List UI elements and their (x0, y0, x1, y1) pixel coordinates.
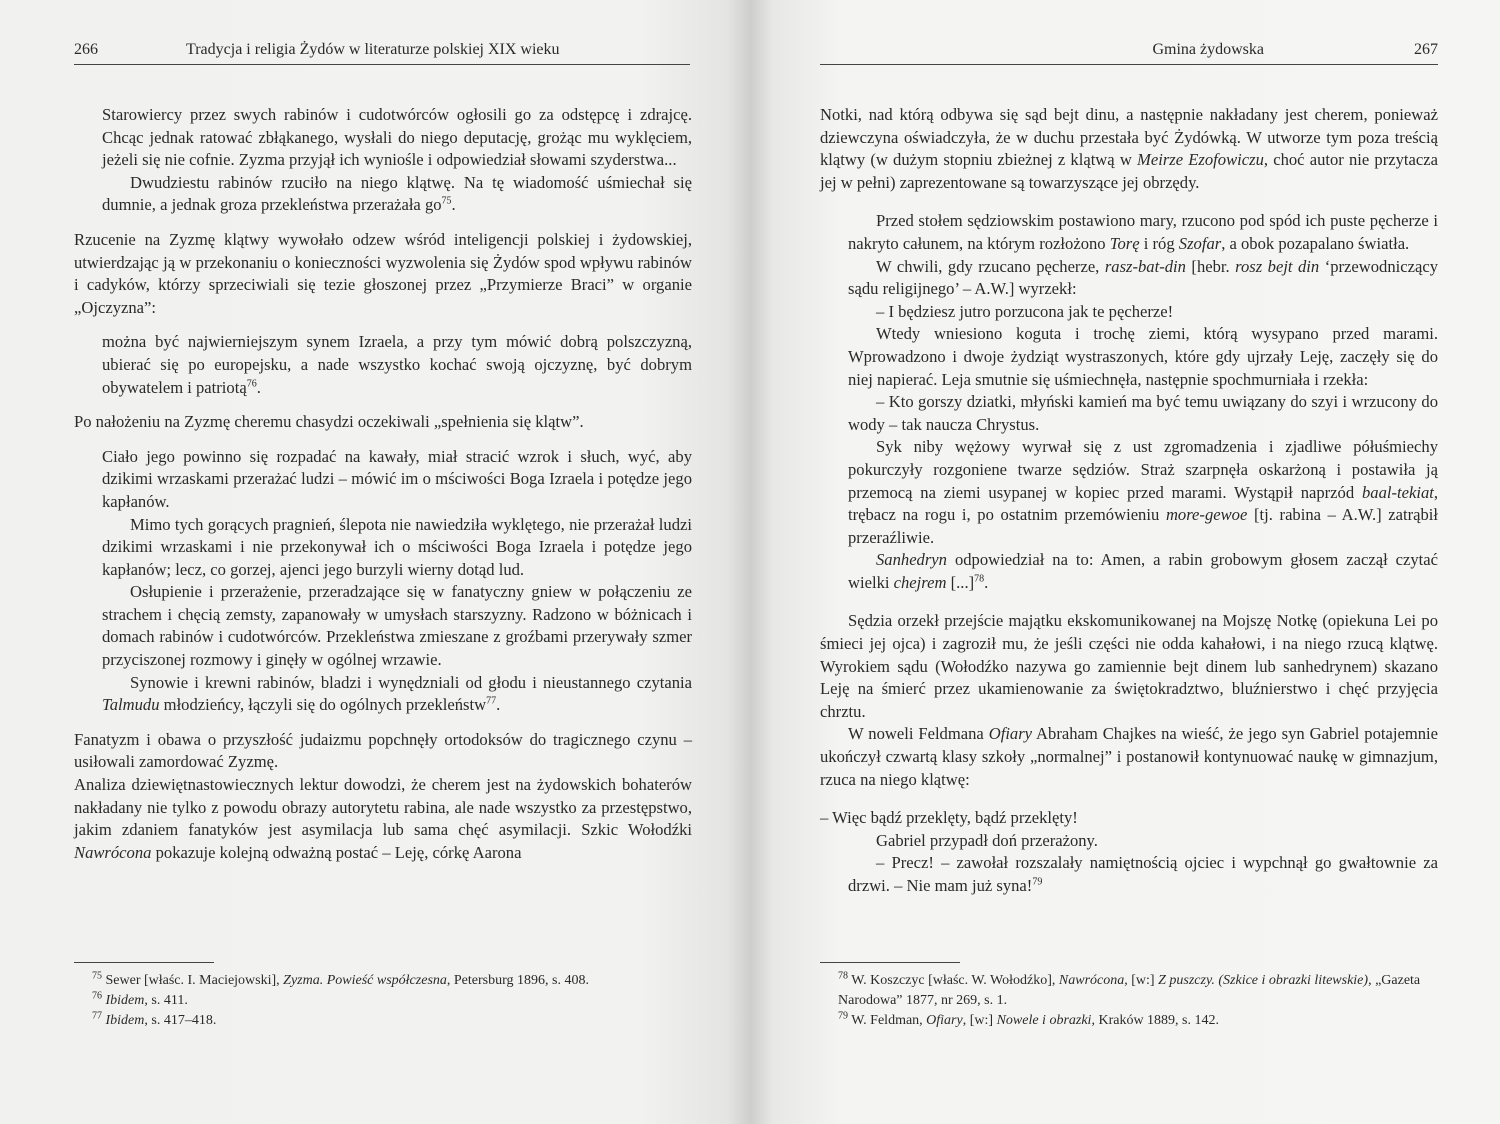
body-paragraph: Analiza dziewiętnastowiecznych lektur dowodzi, że cherem jest na żydowskich bohaterów nakładany nie tylko z powodu obrazy autorytetu rabina, ale nade wszystko za przestępstwo, jakim zdaniem fanatyków jest asymilacja lub sama chęć asymilacji. Szkic Wołodźki Nawrócona pokazuje kolejną odważną postać – Leję, córkę Aarona (74, 775, 692, 862)
running-title: Tradycja i religia Żydów w literaturze polskiej XIX wieku (186, 41, 560, 58)
body-paragraph: Po nałożeniu na Zyzmę cheremu chasydzi oczekiwali „spełnienia się klątw”. (74, 412, 584, 432)
body-paragraph: Notki, nad którą odbywa się sąd bejt dinu, a następnie nakładany jest cherem, ponieważ dziewczyna oświadczyła, że w duchu przestała być Żydówką. W utworze tym poza treścią klątwy (w dużym stopniu zbieżnej z klątwą w Meirze Ezofowiczu, choć autor nie przytacza jej w pełni) zaprezentowane są towarzyszące jej obrzędy. (820, 105, 1438, 192)
right-page-body (820, 104, 1438, 898)
running-title: Gmina żydowska (1152, 41, 1264, 58)
block-quote (74, 104, 692, 217)
quote-paragraph: Osłupienie i przerażenie, przeradzające się w fanatyczny gniew w połączeniu ze strachem i chęcią zemsty, zapanowały w umysłach starszyzny. Radzono w bóżnicach i domach rabinów i cudotwórców. Przekleństwa zmieszane z groźbami przerywały szmer przyciszonej rozmowy i ginęły w ogólnej wrzawie. (102, 582, 692, 670)
quote-paragraph: Syk niby wężowy wyrwał się z ust zgromadzenia i zjadliwe półuśmiechy pokurczyły rozgoniene twarze sędziów. Straż szarpnęła oskarżoną i postawiła ją przemocą na ziemi usypanej w kopiec przed marami. Wystąpił naprzód baal-tekiat, trębacz na rogu i, po ostatnim przemówieniu more-gewoe [tj. rabina – A.W.] zatrąbił przeraźliwie. (848, 437, 1439, 547)
quote-paragraph: – I będziesz jutro porzucona jak te pęcherze! (876, 301, 1174, 321)
quote-paragraph: Sanhedryn odpowiedział na to: Amen, a rabin grobowym głosem zaczął czytać wielki chejrem [...]$^{78}$. (848, 550, 1439, 592)
block-quote (74, 446, 692, 717)
page-number: 266 (74, 41, 98, 58)
quote-paragraph: – Kto gorszy dziatki, młyński kamień ma być temu uwiązany do szyi i wrzucony do wody – tak naucza Chrystus. (848, 392, 1438, 434)
quote-paragraph: Synowie i krewni rabinów, bladzi i wynędzniali od głodu i nieustannego czytania Talmudu młodzieńcy, łączyli się do ogólnych przekleństw$^{77}$. (102, 672, 692, 715)
quote-paragraph: Wtedy wniesiono koguta i trochę ziemi, którą wysypano przed marami. Wprowadzono i dwoje żydziąt wystraszonych, które gdy ujrzały Leję, zaczęły się do niej napierać. Leja smutnie się uśmiechnęła, następnie spochmurniała i rzekła: (848, 324, 1438, 389)
footnotes (820, 962, 1438, 1031)
body-paragraph: Rzucenie na Zyzmę klątwy wywołało odzew wśród inteligencji polskiej i żydowskiej, utwierdzając ją w przekonaniu o konieczności wyzwolenia się Żydów spod wpływu rabinów i cadyków, którzy sprzeciwiali się tezie głoszonej przez „Przymierze Braci” w organie „Ojczyzna”: (74, 229, 692, 317)
quote-paragraph: Dwudziestu rabinów rzuciło na niego klątwę. Na tę wiadomość uśmiechał się dumnie, a jednak groza przekleństwa przerażała $go^{75}$. (102, 172, 692, 215)
footnote-ref[interactable]: 75 (441, 195, 452, 207)
quote-paragraph: Przed stołem sędziowskim postawiono mary, rzucono pod spód ich puste pęcherze i nakryto całunem, na którym rozłożono Torę i róg Szofar, a obok pozapalano światła. (848, 211, 1438, 253)
quote-paragraph: Starowiercy przez swych rabinów i cudotwórców ogłosili go za odstępcę i zdrajcę. Chcąc jednak ratować zbłąkanego, wysłali do niego deputację, grożąc mu wyklęciem, jeżeli się nie cofnie. Zyzma przyjął ich wyniośle i odpowiedział słowami szyderstwa... (102, 105, 692, 170)
body-paragraph: Fanatyzm i obawa o przyszłość judaizmu popchnęły ortodoksów do tragicznego czynu – usiłowali zamordować Zyzmę. (74, 729, 692, 772)
body-paragraph: W noweli Feldmana Ofiary Abraham Chajkes na wieść, że jego syn Gabriel potajemnie ukończył czwartą klasy szkoły „normalnej” i postanowił kontynuować naukę w gimnazjum, rzuca na niego klątwę: (820, 724, 1438, 789)
footnote-ref[interactable]: 76 (246, 378, 257, 389)
footnote: $^{79}$ W. Feldman, Ofiary, [w:] Nowele i obrazki, Kraków 1889, s. 142. (838, 1010, 1219, 1028)
block-quote (820, 807, 1438, 897)
quote-paragraph: W chwili, gdy rzucano pęcherze, rasz-bat-din [hebr. rosz bejt din ‘przewodniczący sądu religijnego’ – A.W.] wyrzekł: (848, 256, 1439, 299)
quote-paragraph: Mimo tych gorących pragnień, ślepota nie nawiedziła wyklętego, nie przerażał ludzi dzikimi wrzaskami i nie przekonywał ich o mściwości Boga Izraela i potędze jego kapłanów; lecz, co gorzej, ajenci jego burzyli wierny dotąd lud. (102, 514, 692, 579)
footnote-divider (820, 962, 960, 963)
footnote: $^{77}$ Ibidem, s. 417–418. (92, 1010, 217, 1028)
page-number: 267 (1414, 41, 1438, 58)
quote-paragraph: – Więc bądź przeklęty, bądź przeklęty! (820, 808, 1078, 828)
left-page-header (74, 36, 690, 65)
block-quote (74, 331, 692, 399)
footnotes (74, 962, 692, 1031)
quote-paragraph: Gabriel przypadł doń przerażony. (876, 830, 1098, 850)
quote-paragraph: można być najwierniejszym synem Izraela, a przy tym mówić dobrą polszczyzną, ubierać się po europejsku, a nade wszystko kochać swoją ojczyznę, być dobrym obywatelem i patriotą$^{76}$. (102, 332, 692, 397)
footnote-ref[interactable]: 77 (486, 695, 497, 707)
right-page-header (820, 36, 1438, 65)
quote-paragraph: Ciało jego powinno się rozpadać na kawały, miał stracić wzrok i słuch, wyć, aby dzikimi wrzaskami przerażać ludzi – mówić im o mściwości Boga Izraela i potędze jego kapłanów. (102, 446, 692, 511)
right-page (750, 0, 1500, 1124)
block-quote (820, 210, 1438, 594)
footnote-ref[interactable]: 78 (974, 573, 985, 585)
footnote: $^{76}$ Ibidem, s. 411. (92, 990, 188, 1008)
footnote: $^{78}$ W. Koszczyc [właśc. W. Wołodźko], Nawrócona, [w:] Z puszczy. (Szkice i obrazki litewskie), „Gazeta Narodowa” 1877, nr 269, s. 1. (838, 970, 1421, 1008)
footnote: $^{75}$ Sewer [właśc. I. Maciejowski], Zyzma. Powieść współczesna, Petersburg 1896, s. 408. (92, 970, 589, 988)
body-paragraph: Sędzia orzekł przejście majątku ekskomunikowanej na Mojszę Notkę (opiekuna Lei po śmieci jej ojca) i zagroził mu, że jeśli części nie odda kahałowi, i na niego rzucą klątwę. Wyrokiem sądu (Wołodźko nazywa go zamiennie bejt dinem lub sanhedrynem) skazano Leję na śmierć przez ukamienowanie za świętokradztwo, bluźnierstwo i chęć przyjęcia chrztu. (820, 611, 1438, 721)
quote-paragraph: – Precz! – zawołał rozszalały namiętnością ojciec i wypchnął go gwałtownie za drzwi. – Nie mam już syna!$^{79}$ (848, 853, 1438, 895)
footnote-ref[interactable]: 79 (1032, 876, 1043, 888)
left-page-body (74, 104, 692, 864)
footnote-divider (74, 962, 214, 963)
